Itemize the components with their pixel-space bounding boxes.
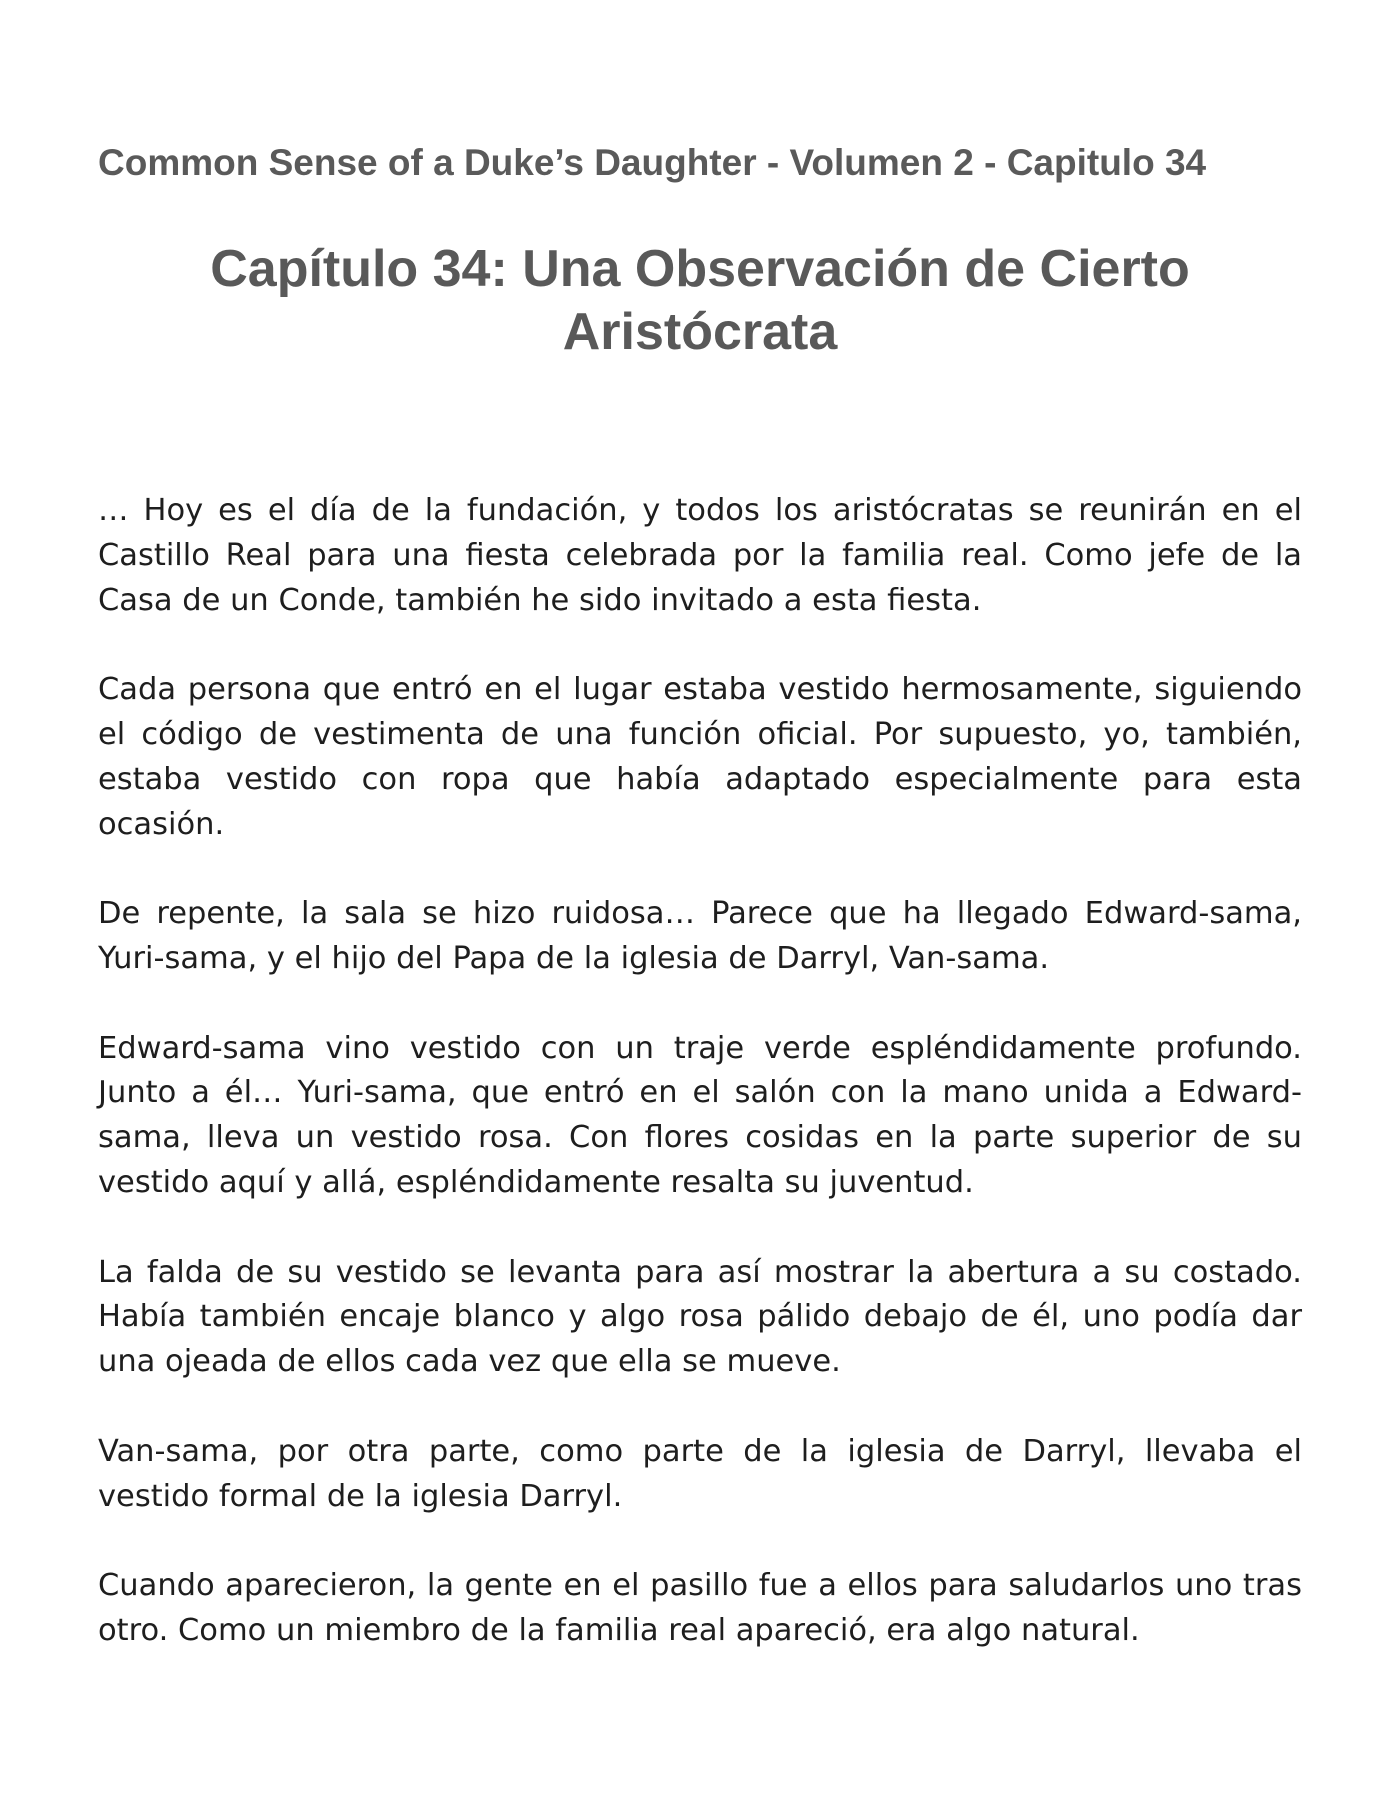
paragraph: Van-sama, por otra parte, como parte de la iglesia de Darryl, llevaba el vestido formal de la iglesia Darryl.	[98, 1433, 1302, 1514]
paragraph: Cuando aparecieron, la gente en el pasillo fue a ellos para saludarlos uno tras otro. Como un miembro de la familia real apareció, era algo natural.	[98, 1568, 1302, 1648]
paragraph: Edward-sama vino vestido con un traje verde espléndidamente profundo. Junto a él… Yuri-sama, que entró en el salón con la mano unida a Edward-sama, lleva un vestido rosa. Con flores cosidas en la parte superior de su vestido aquí y allá, espléndidamente resalta su juventud.	[98, 1030, 1302, 1200]
chapter-title	[150, 238, 1250, 364]
paragraph: … Hoy es el día de la fundación, y todos los aristócratas se reunirán en el Castillo Real para una fiesta celebrada por la familia real. Como jefe de la Casa de un Conde, también he sido invitado a esta fiesta.	[98, 493, 1302, 618]
running-header: Common Sense of a Duke’s Daughter - Volumen 2 - Capitulo 34	[98, 142, 1207, 183]
paragraph: Cada persona que entró en el lugar estaba vestido hermosamente, siguiendo el código de vestimenta de una función oficial. Por supuesto, yo, también, estaba vestido con ropa que había adaptado especialmente para esta ocasión.	[98, 672, 1302, 842]
chapter-body	[98, 489, 1302, 1699]
paragraph: La falda de su vestido se levanta para así mostrar la abertura a su costado. Había también encaje blanco y algo rosa pálido debajo de él, uno podía dar una ojeada de ellos cada vez que ella se mueve.	[98, 1254, 1302, 1380]
paragraph: De repente, la sala se hizo ruidosa… Parece que ha llegado Edward-sama, Yuri-sama, y el hijo del Papa de la iglesia de Darryl, Van-sama.	[98, 896, 1302, 976]
chapter-title-line-1: Capítulo 34: Una Observación de Cierto	[210, 240, 1190, 298]
chapter-title-line-2: Aristócrata	[562, 303, 838, 361]
